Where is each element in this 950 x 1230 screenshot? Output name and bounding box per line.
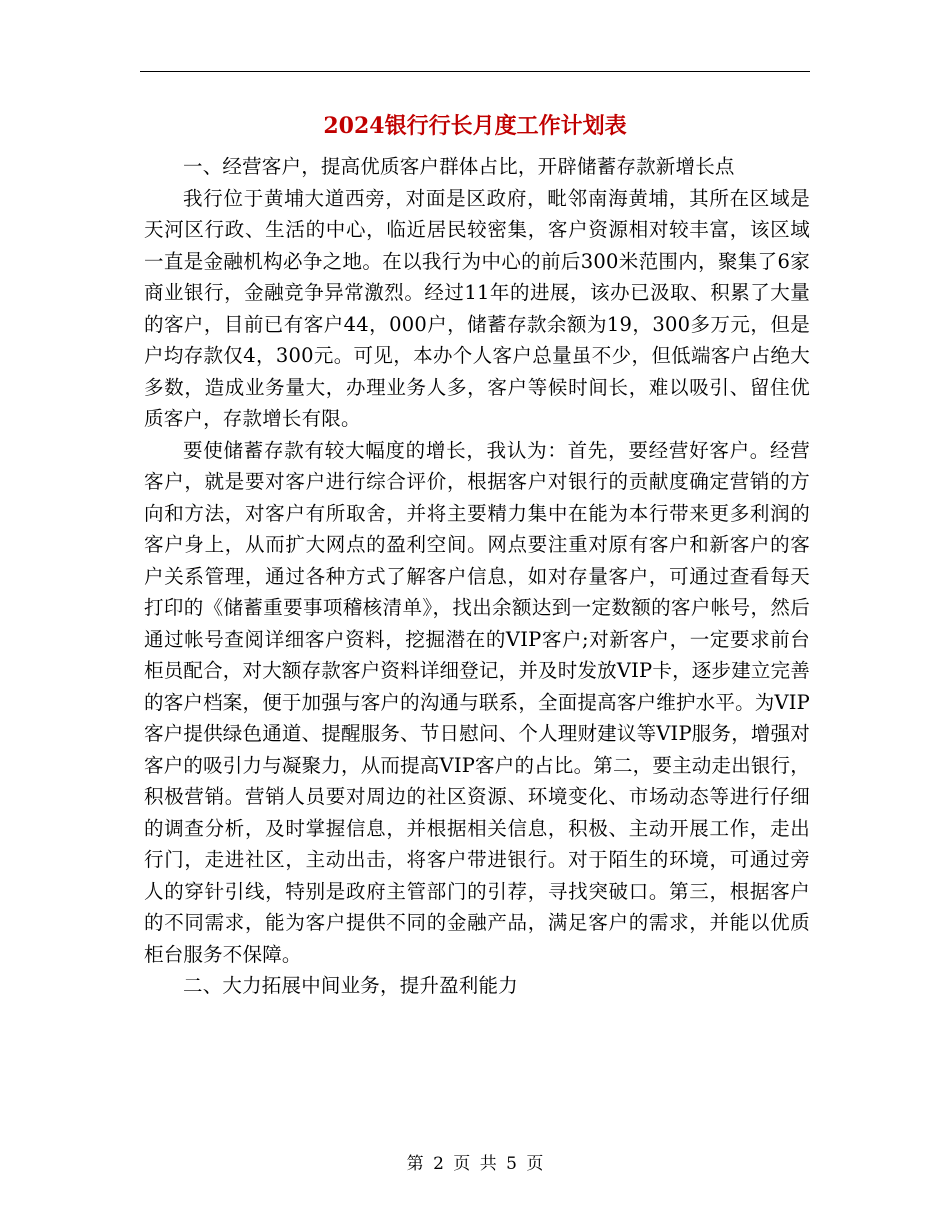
section-heading-2: 二、大力拓展中间业务，提升盈利能力	[183, 974, 518, 997]
document-title: 2024银行行长月度工作计划表	[323, 113, 627, 139]
header-rule	[140, 71, 810, 72]
paragraph-1: 我行位于黄埔大道西旁，对面是区政府，毗邻南海黄埔，其所在区域是天河区行政、生活的中心，临近居民较密集，客户资源相对较丰富，该区域一直是金融机构必争之地。在以我行为中心的前后300米范围内，聚集了6家商业银行，金融竞争异常激烈。经过11年的进展，该办已汲取、积累了大量的客户，目前已有客户44，000户，储蓄存款余额为19，300多万元，但是户均存款仅4，300元。可见，本办个人客户总量虽不少，但低端客户占绝大多数，造成业务量大，办理业务人多，客户等候时间长，难以吸引、留住优质客户，存款增长有限。	[144, 186, 810, 430]
paragraph-2: 要使储蓄存款有较大幅度的增长，我认为：首先，要经营好客户。经营客户，就是要对客户进行综合评价，根据客户对银行的贡献度确定营销的方向和方法，对客户有所取舍，并将主要精力集中在能为本行带来更多利润的客户身上，从而扩大网点的盈利空间。网点要注重对原有客户和新客户的客户关系管理，通过各种方式了解客户信息，如对存量客户，可通过查看每天打印的《储蓄重要事项稽核清单》，找出余额达到一定数额的客户帐号，然后通过帐号查阅详细客户资料，挖掘潜在的VIP客户;对新客户，一定要求前台柜员配合，对大额存款客户资料详细登记，并及时发放VIP卡，逐步建立完善的客户档案，便于加强与客户的沟通与联系，全面提高客户维护水平。为VIP客户提供绿色通道、提醒服务、节日慰问、个人理财建议等VIP服务，增强对客户的吸引力与凝聚力，从而提高VIP客户的占比。第二，要主动走出银行，积极营销。营销人员要对周边的社区资源、环境变化、市场动态等进行仔细的调查分析，及时掌握信息，并根据相关信息，积极、主动开展工作，走出行门，走进社区，主动出击，将客户带进银行。对于陌生的环境，可通过旁人的穿针引线，特别是政府主管部门的引荐，寻找突破口。第三，根据客户的不同需求，能为客户提供不同的金融产品，满足客户的需求，并能以优质柜台服务不保障。	[144, 438, 810, 966]
page-indicator: 第 2 页 共 5 页	[406, 1154, 544, 1174]
section-heading-1: 一、经营客户，提高优质客户群体占比，开辟储蓄存款新增长点	[183, 155, 735, 178]
document-body	[144, 151, 810, 1002]
